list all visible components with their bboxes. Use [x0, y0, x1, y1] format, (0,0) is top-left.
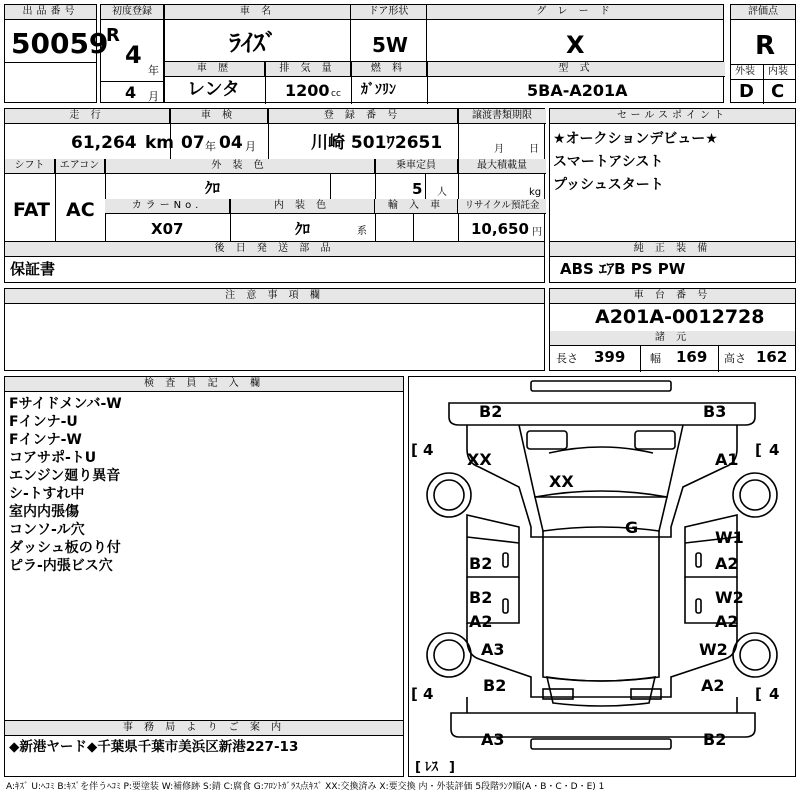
registration-value: 川崎 501ﾜ2651 — [311, 133, 443, 153]
inspection-year-unit: 年 — [205, 140, 216, 153]
model-header: 型 式 — [427, 62, 725, 77]
max-load-header: 最大積載量 — [458, 159, 546, 174]
car-diagram — [409, 377, 795, 776]
selling-point-2: スマートアシスト — [553, 154, 664, 170]
selling-point-3: プッシュスタート — [553, 177, 664, 193]
inspector-note: コンソ-ル穴 — [9, 522, 85, 538]
svg-text:]: ] — [449, 760, 455, 775]
year-unit: 年 — [148, 64, 159, 77]
notes-box — [4, 288, 545, 371]
cc-unit: cc — [331, 89, 341, 99]
mark-a2-left-rear-door: A2 — [469, 612, 493, 631]
exterior-grade: D — [739, 81, 754, 102]
mark-a3-rear-bumper: A3 — [481, 730, 505, 749]
selling-points-header: セールスポイント — [550, 109, 795, 124]
mark-w1-right-front-door: W1 — [715, 528, 744, 547]
recycle-header: リサイクル預託金 — [458, 199, 546, 214]
svg-text:[: [ — [755, 685, 762, 703]
mark-xx-hood: XX — [549, 472, 574, 491]
svg-text:[: [ — [415, 760, 421, 775]
aircon-value: AC — [66, 199, 95, 221]
inspector-note: ダッシュ板のり付 — [9, 540, 121, 556]
interior-label: 内装 — [768, 66, 788, 77]
later-parts-header: 後 日 発 送 部 品 — [5, 242, 544, 257]
grade-header: グ レ ー ド — [427, 5, 723, 20]
svg-text:[: [ — [755, 441, 762, 459]
mark-a3-left-quarter: A3 — [481, 640, 505, 659]
inspector-note: シ-トすれ中 — [9, 486, 85, 502]
mark-xx-left-fender: XX — [467, 450, 492, 469]
person-unit: 人 — [437, 187, 447, 198]
inspection-header: 車 検 — [170, 109, 268, 124]
exterior-label: 外装 — [735, 66, 755, 77]
svg-text:[: [ — [411, 685, 418, 703]
era-letter: R — [106, 25, 120, 46]
chassis-header: 車 台 番 号 — [550, 289, 795, 304]
selling-points-box — [549, 108, 796, 242]
damage-diagram-box — [408, 376, 796, 777]
door-cell — [350, 4, 427, 62]
width-value: 169 — [676, 348, 708, 366]
later-parts-box — [4, 241, 545, 283]
mark-b2-left-front-door: B2 — [469, 554, 493, 573]
mileage-header: 走 行 — [5, 109, 170, 124]
first-reg-header: 初度登録 — [101, 5, 163, 20]
genuine-equipment-box — [549, 241, 796, 283]
mileage-value: 61,264 — [71, 133, 137, 153]
genuine-value: ABS ｴｱB PS PW — [560, 260, 686, 278]
history-header: 車 歴 — [165, 62, 265, 77]
grade-cell — [426, 4, 724, 62]
mileage-block — [4, 108, 545, 242]
inspection-year: 07 — [181, 133, 205, 153]
mark-a2-right-front-door: A2 — [715, 554, 739, 573]
transfer-month-unit: 月 — [494, 144, 504, 155]
interior-grade: C — [771, 81, 785, 102]
lot-number-header: 出品番号 — [5, 5, 96, 20]
shift-value: FAT — [13, 199, 50, 221]
office-note: ◆新港ヤード◆千葉県千葉市美浜区新港227-13 — [9, 739, 299, 755]
transfer-day-unit: 日 — [529, 144, 539, 155]
month-unit: 月 — [148, 90, 159, 103]
inspector-notes-list — [9, 395, 122, 575]
aircon-header: エアコン — [55, 159, 105, 174]
ext-color-header: 外 装 色 — [105, 159, 375, 174]
int-color-header: 内 装 色 — [230, 199, 375, 214]
score-header: 評価点 — [731, 5, 795, 20]
color-no-header: カラーNo. — [105, 199, 230, 214]
door-type: 5W — [372, 33, 408, 57]
mark-b2-rear-bumper: B2 — [703, 730, 727, 749]
history-value: レンタ — [187, 79, 240, 100]
ext-color-value: ｸﾛ — [205, 179, 221, 197]
car-name-cell — [164, 4, 351, 62]
shift-header: シフト — [5, 159, 55, 174]
svg-text:[: [ — [411, 441, 418, 459]
chassis-box — [549, 288, 796, 371]
tire-rear-right: 4 — [769, 685, 780, 703]
office-box — [4, 720, 404, 777]
office-header: 事 務 局 よ り ご 案 内 — [5, 721, 403, 736]
inspector-note: エンジン廻り異音 — [9, 468, 121, 484]
mark-a1-right-fender: A1 — [715, 450, 739, 469]
inspector-note: Fサイドメンバ-W — [9, 396, 122, 412]
door-header: ドア形状 — [351, 5, 426, 20]
history-row — [164, 61, 724, 103]
tire-front-right: 4 — [769, 441, 780, 459]
notes-header: 注 意 事 項 欄 — [5, 289, 544, 304]
grade: X — [566, 31, 585, 59]
chassis-number: A201A-0012728 — [595, 306, 765, 328]
lot-number-cell — [4, 4, 109, 103]
score: R — [755, 31, 776, 61]
specs-header: 諸 元 — [550, 331, 795, 346]
car-name: ﾗｲｽﾞ — [229, 29, 277, 57]
first-reg-year: 4 — [125, 41, 142, 69]
mark-w2-right-rear-door: W2 — [715, 588, 744, 607]
length-label: 長さ — [556, 352, 578, 365]
inspector-note: Fインナ-W — [9, 432, 82, 448]
length-value: 399 — [594, 348, 626, 366]
lot-number: 50059 — [11, 27, 109, 60]
spare-tire-label: ﾚｽ — [425, 760, 438, 775]
int-color-value: ｸﾛ — [295, 220, 311, 238]
mark-g-windshield: G — [625, 518, 639, 537]
mark-a2-rear-right: A2 — [701, 676, 725, 695]
first-registration-cell — [100, 4, 164, 103]
score-cell — [730, 4, 796, 103]
mark-w2-right-quarter: W2 — [699, 640, 728, 659]
damage-legend: A:ｷｽﾞ U:ﾍｺﾐ B:ｷｽﾞを伴うﾍｺﾐ P:要塗装 W:補修跡 S:錆 C:腐食 G:ﾌﾛﾝﾄｶﾞﾗｽ点ｷｽﾞ XX:交換済み X:要交換 内・外装評価 5段階ﾗﾝｸ順(A・B・C・D・E) 1 — [6, 782, 605, 792]
mark-a2-right-rear-door: A2 — [715, 612, 739, 631]
car-name-header: 車 名 — [165, 5, 350, 20]
km-unit: km — [145, 133, 175, 153]
genuine-header: 純 正 装 備 — [550, 242, 795, 257]
mark-b3-front-right: B3 — [703, 402, 727, 421]
later-parts-value: 保証書 — [10, 260, 56, 278]
tire-rear-left: 4 — [423, 685, 434, 703]
yen-unit: 円 — [532, 227, 542, 238]
inspector-box — [4, 376, 404, 721]
int-color-unit: 系 — [357, 226, 367, 237]
registration-header: 登 録 番 号 — [268, 109, 458, 124]
displacement-header: 排 気 量 — [265, 62, 351, 77]
import-header: 輸 入 車 — [375, 199, 458, 214]
inspector-note: 室内内張傷 — [9, 504, 79, 520]
first-reg-month: 4 — [125, 83, 137, 102]
displacement-value: 1200 — [285, 81, 330, 100]
fuel-value: ｶﾞｿﾘﾝ — [361, 82, 396, 98]
capacity-header: 乗車定員 — [375, 159, 458, 174]
recycle-value: 10,650 — [471, 220, 529, 238]
inspection-month-unit: 月 — [245, 140, 256, 153]
capacity-value: 5 — [412, 180, 423, 198]
height-value: 162 — [756, 348, 788, 366]
inspector-note: ピラ-内張ビス穴 — [9, 558, 113, 574]
inspector-note: コアサポ-トU — [9, 450, 97, 466]
kg-unit: kg — [529, 187, 542, 198]
inspection-month: 04 — [219, 133, 243, 153]
mark-b2-front-left: B2 — [479, 402, 503, 421]
inspector-header: 検 査 員 記 入 欄 — [5, 377, 403, 392]
fuel-header: 燃 料 — [351, 62, 427, 77]
tire-front-left: 4 — [423, 441, 434, 459]
mark-b2-left-rear-door: B2 — [469, 588, 493, 607]
mark-b2-rear-left: B2 — [483, 676, 507, 695]
selling-point-1: ★オークションデビュー★ — [553, 131, 718, 147]
model-value: 5BA-A201A — [527, 81, 628, 100]
height-label: 高さ — [724, 352, 746, 365]
color-no-value: X07 — [151, 220, 184, 238]
width-label: 幅 — [650, 352, 661, 365]
inspector-note: Fインナ-U — [9, 414, 78, 430]
transfer-docs-header: 譲渡書類期限 — [458, 109, 546, 124]
